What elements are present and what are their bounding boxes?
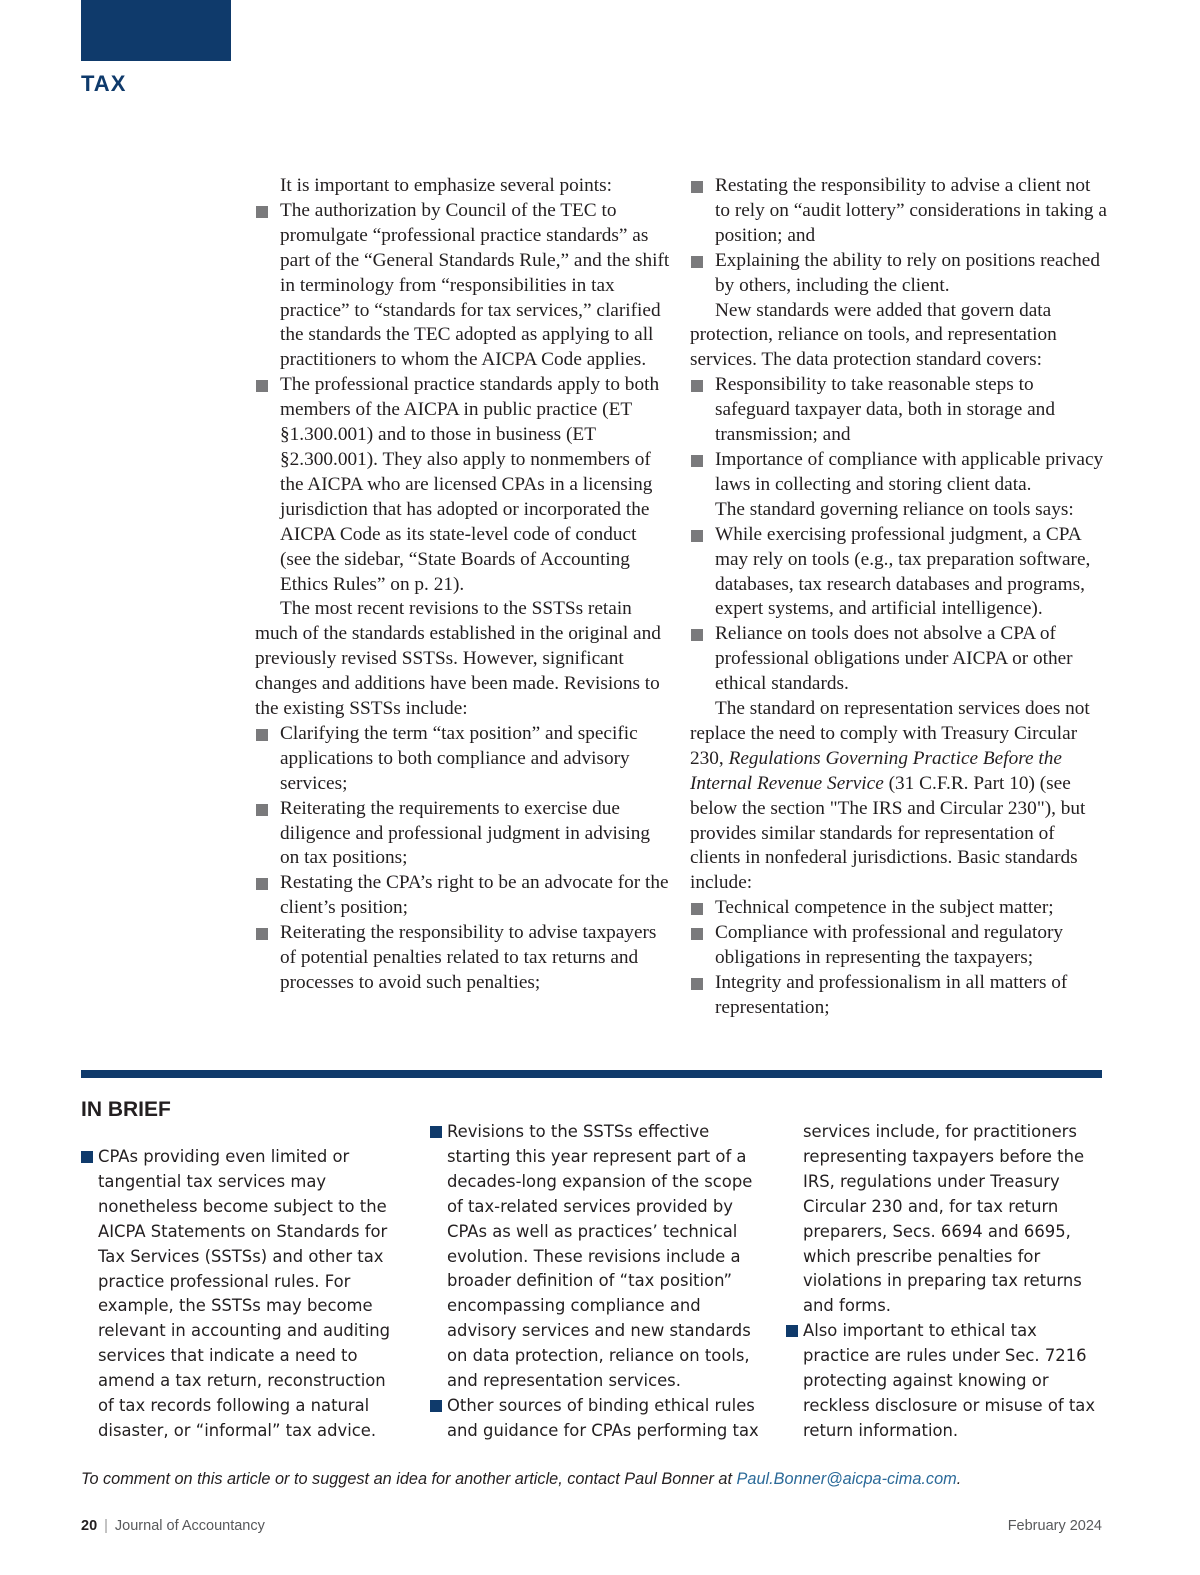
list-item: Responsibility to take reasonable steps to safeguard taxpayer data, both in storage and transmission; and: [690, 373, 1108, 448]
body-column-left: [255, 174, 670, 996]
footer-folio: [81, 1518, 265, 1534]
list-item: Technical competence in the subject matter;: [690, 896, 1108, 921]
list-item: Integrity and professionalism in all matters of representation;: [690, 971, 1108, 1021]
issue-date: February 2024: [1007, 1518, 1102, 1534]
publication-name: Journal of Accountancy: [114, 1518, 265, 1534]
in-brief-list: [81, 1145, 406, 1444]
basic-standards-list: [690, 896, 1108, 1021]
in-brief-column-3: [786, 1120, 1106, 1444]
list-item: Clarifying the term “tax position” and specific applications to both compliance and advisory services;: [255, 722, 670, 797]
new-standards-paragraph: New standards were added that govern data protection, reliance on tools, and representation services. The data protection standard covers:: [690, 299, 1057, 371]
list-item: The professional practice standards apply to both members of the AICPA in public practice (ET §1.300.001) and to those in business (ET §2.300.001). They also apply to nonmembers of the AICPA who are licensed CPAs in a licensing jurisdiction that has adopted or incorporated the AICPA Code as its state-level code of conduct (see the sidebar, “State Boards of Accounting Ethics Rules” on p. 21).: [255, 373, 670, 597]
list-item: Reliance on tools does not absolve a CPA of professional obligations under AICPA or other ethical standards.: [690, 622, 1108, 697]
in-brief-item: Revisions to the SSTSs effective starting this year represent part of a decades-long expansion of the scope of tax-related services provided by CPAs as well as practices’ technical evolution. These revisions include a broader definition of “tax position” encompassing compliance and advisory services and new standards on data protection, reliance on tools, and representation services.: [430, 1120, 765, 1394]
in-brief-title: IN BRIEF: [81, 1098, 171, 1121]
in-brief-item-continued: services include, for practitioners representing taxpayers before the IRS, regulations under Treasury Circular 230 and, for tax return preparers, Secs. 6694 and 6695, which prescribe penalties for violations in preparing tax returns and forms.: [803, 1122, 1085, 1316]
page-number: 20: [81, 1518, 98, 1534]
key-points-list: [255, 199, 670, 598]
representation-paragraph: [690, 697, 1108, 896]
comment-end: .: [956, 1470, 962, 1488]
representation-text-start: The standard on representation services does not replace the need to comply with Treasury Circular 230,: [690, 698, 1090, 769]
list-item: Reiterating the requirements to exercise due diligence and professional judgment in advising on tax positions;: [255, 797, 670, 872]
section-label: TAX: [81, 71, 127, 96]
list-item: Restating the CPA’s right to be an advocate for the client’s position;: [255, 871, 670, 921]
revisions-paragraph: The most recent revisions to the SSTSs retain much of the standards established in the original and previously revised SSTSs. However, significant changes and additions have been made. Revisions to the existing SSTSs include:: [255, 598, 661, 720]
in-brief-column-1: [81, 1145, 406, 1444]
tools-paragraph: The standard governing reliance on tools says:: [715, 498, 1074, 520]
editor-email-link[interactable]: Paul.Bonner@aicpa-cima.com: [736, 1470, 957, 1488]
list-item: The authorization by Council of the TEC to promulgate “professional practice standards” as part of the “General Standards Rule,” and the shift in terminology from “responsibilities in tax practice” to “standards for tax services,” clarified the standards the TEC adopted as applying to all practitioners to whom the AICPA Code applies.: [255, 199, 670, 373]
list-item: While exercising professional judgment, a CPA may rely on tools (e.g., tax preparation software, databases, tax research databases and programs, expert systems, and artificial intelligence).: [690, 523, 1108, 623]
list-item: Reiterating the responsibility to advise taxpayers of potential penalties related to tax returns and processes to avoid such penalties;: [255, 921, 670, 996]
in-brief-item: CPAs providing even limited or tangential tax services may nonetheless become subject to the AICPA Statements on Standards for Tax Services (SSTSs) and other tax practice professional rules. For example, the SSTSs may become relevant in accounting and auditing services that indicate a need to amend a tax return, reconstruction of tax records following a natural disaster, or “informal” tax advice.: [81, 1145, 406, 1444]
list-item: Compliance with professional and regulatory obligations in representing the taxpayers;: [690, 921, 1108, 971]
comment-text: To comment on this article or to suggest an idea for another article, contact Paul Bonner at: [81, 1470, 737, 1488]
circular-230-title: Regulations Governing Practice Before the Internal Revenue Service: [690, 747, 1062, 794]
revisions-list-continued: [690, 174, 1108, 299]
revisions-list: [255, 722, 670, 996]
body-column-right: [690, 174, 1108, 1021]
top-color-bar: [81, 0, 231, 61]
comment-invitation: [81, 1470, 961, 1489]
data-protection-list: [690, 373, 1108, 498]
list-item: Restating the responsibility to advise a client not to rely on “audit lottery” considerations in taking a position; and: [690, 174, 1108, 249]
representation-text-end: (31 C.F.R. Part 10) (see below the section "The IRS and Circular 230"), but provides similar standards for representation of clients in nonfederal jurisdictions. Basic standards include:: [690, 772, 1086, 894]
in-brief-divider: [81, 1070, 1102, 1078]
footer-separator: |: [104, 1518, 108, 1534]
list-item: Importance of compliance with applicable privacy laws in collecting and storing client data.: [690, 448, 1108, 498]
list-item: Explaining the ability to rely on positions reached by others, including the client.: [690, 249, 1108, 299]
in-brief-list: [786, 1319, 1106, 1444]
intro-paragraph: It is important to emphasize several points:: [280, 175, 612, 196]
in-brief-column-2: [430, 1120, 765, 1444]
in-brief-item: Other sources of binding ethical rules and guidance for CPAs performing tax: [430, 1394, 765, 1444]
tools-list: [690, 523, 1108, 697]
in-brief-list: [430, 1120, 765, 1444]
in-brief-item: Also important to ethical tax practice are rules under Sec. 7216 protecting against knowing or reckless disclosure or misuse of tax return information.: [786, 1319, 1106, 1444]
